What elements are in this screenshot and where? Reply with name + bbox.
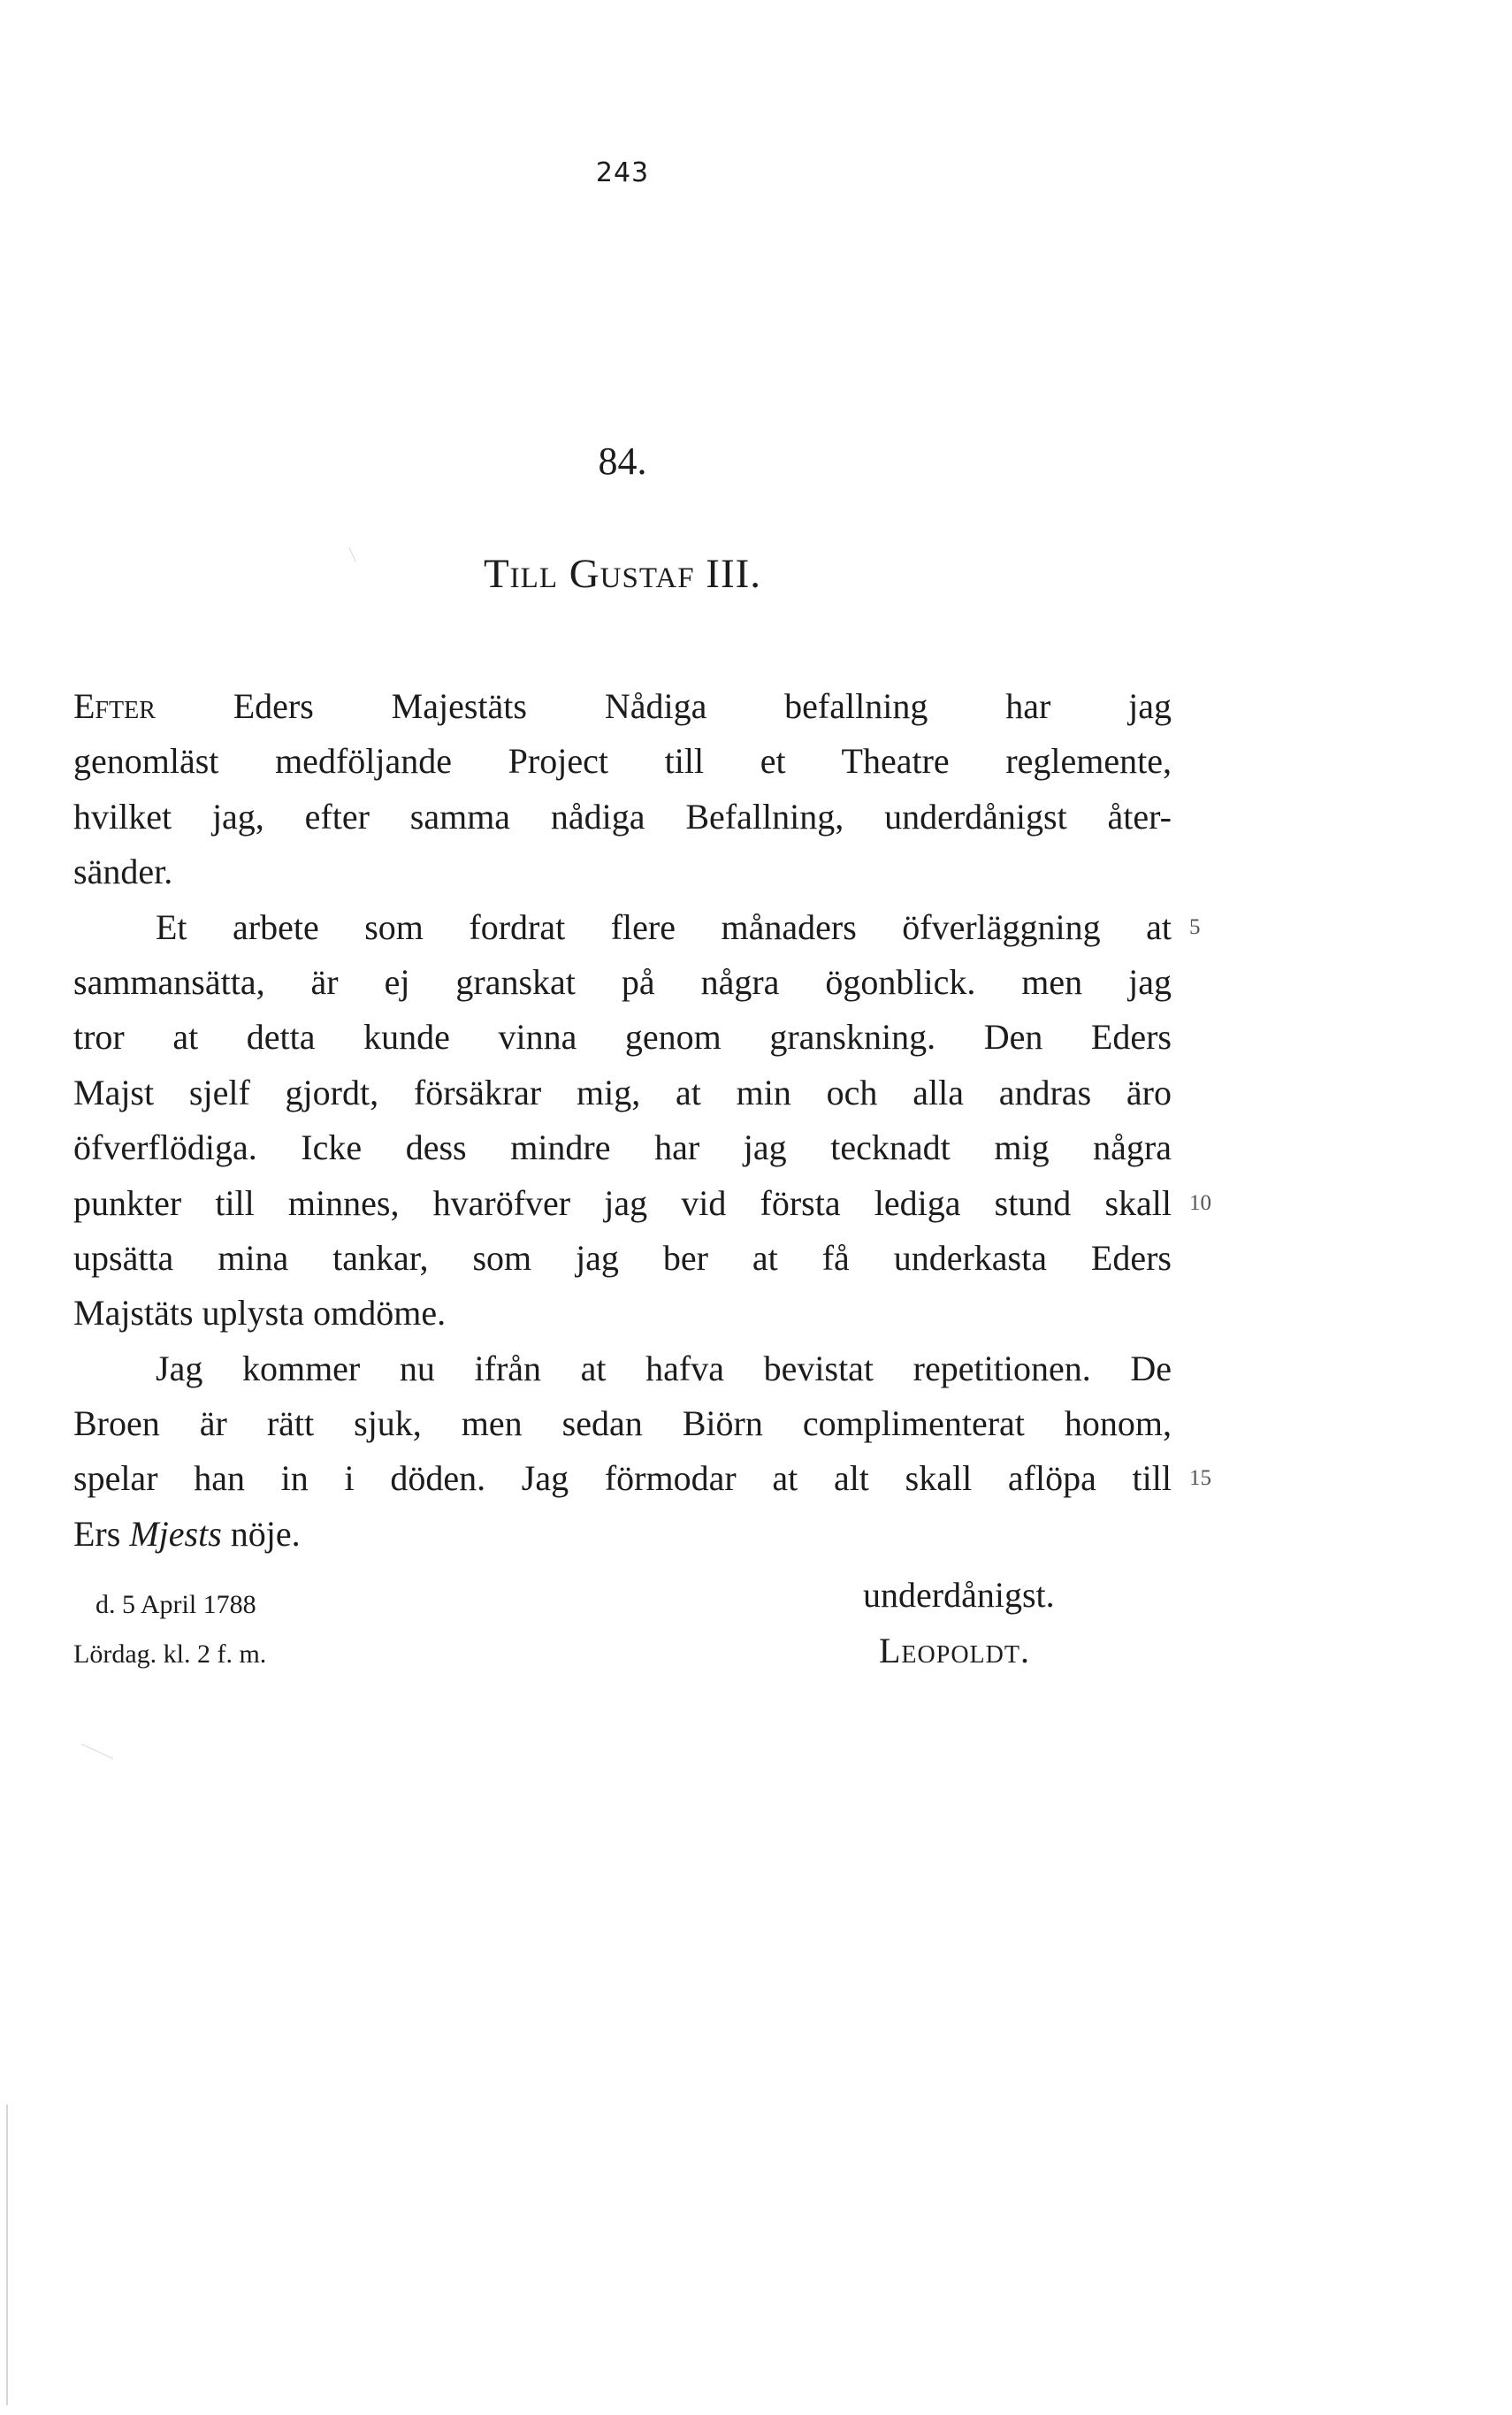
body-line (73, 790, 1172, 844)
body-line-text: Eders Majestäts Nådiga befallning har jag (155, 686, 1172, 726)
body-line (73, 1066, 1172, 1120)
opening-word: Efter (73, 686, 156, 726)
body-line (73, 1396, 1172, 1451)
italic-abbreviation: Mjests (129, 1513, 222, 1554)
body-line (73, 1286, 1172, 1341)
body-line (73, 1451, 1211, 1506)
body-line-text: Jag kommer nu ifrån at hafva bevistat repetitionen. De (156, 1348, 1172, 1388)
letter-heading: Till Gustaf III. (483, 551, 762, 597)
body-line-text: genomläst medföljande Project till et Theatre reglemente, (73, 741, 1172, 782)
body-line-text: Ers (73, 1513, 130, 1554)
body-line-text: spelar han in i döden. Jag förmodar at alt skall aflöpa till (73, 1458, 1172, 1499)
signature: Leopoldt. (879, 1631, 1030, 1670)
body-line-text: punkter till minnes, hvaröfver jag vid första lediga stund skall (73, 1182, 1172, 1223)
body-line-text: upsätta mina tankar, som jag ber at få underkasta Eders (73, 1237, 1172, 1278)
page-number: 243 (595, 157, 650, 188)
page-edge-line (6, 2105, 8, 2405)
body-line (73, 900, 1201, 955)
body-line-text: öfverflödiga. Icke dess mindre har jag tecknadt mig några (73, 1127, 1172, 1168)
letter-body (73, 679, 1211, 1562)
body-line (73, 734, 1172, 789)
closing-time: Lördag. kl. 2 f. m. (73, 1639, 267, 1669)
body-line (73, 844, 1172, 899)
closing-salutation: underdånigst. (863, 1575, 1055, 1615)
body-line-text: Majstäts uplysta omdöme. (73, 1293, 447, 1334)
scan-smudge (81, 1744, 114, 1760)
body-line (73, 1120, 1172, 1175)
closing-date: d. 5 April 1788 (95, 1590, 256, 1619)
body-line (73, 955, 1172, 1010)
line-number: 5 (1189, 914, 1201, 939)
body-line-text: nöje. (221, 1513, 301, 1554)
body-line-text: sammansätta, är ej granskat på några ögonblick. men jag (73, 961, 1172, 1002)
body-line (73, 1010, 1172, 1065)
body-line (73, 1341, 1172, 1396)
body-line (73, 1176, 1211, 1231)
body-line (73, 1231, 1172, 1286)
letter-number: 84. (598, 439, 647, 483)
body-line (73, 679, 1172, 734)
line-number: 15 (1189, 1466, 1211, 1491)
body-line-text: tror at detta kunde vinna genom granskning. Den Eders (73, 1017, 1172, 1058)
line-number: 10 (1189, 1190, 1211, 1215)
body-line-text: Majst sjelf gjordt, försäkrar mig, at min och alla andras äro (73, 1072, 1172, 1112)
body-line-text: Et arbete som fordrat flere månaders öfverläggning at (156, 906, 1172, 947)
body-line-text: sänder. (73, 852, 173, 892)
body-line (73, 1507, 1172, 1562)
body-line-text: Broen är rätt sjuk, men sedan Biörn complimenterat honom, (73, 1403, 1172, 1444)
body-line-text: hvilket jag, efter samma nådiga Befallning, underdånigst åter- (73, 796, 1172, 837)
